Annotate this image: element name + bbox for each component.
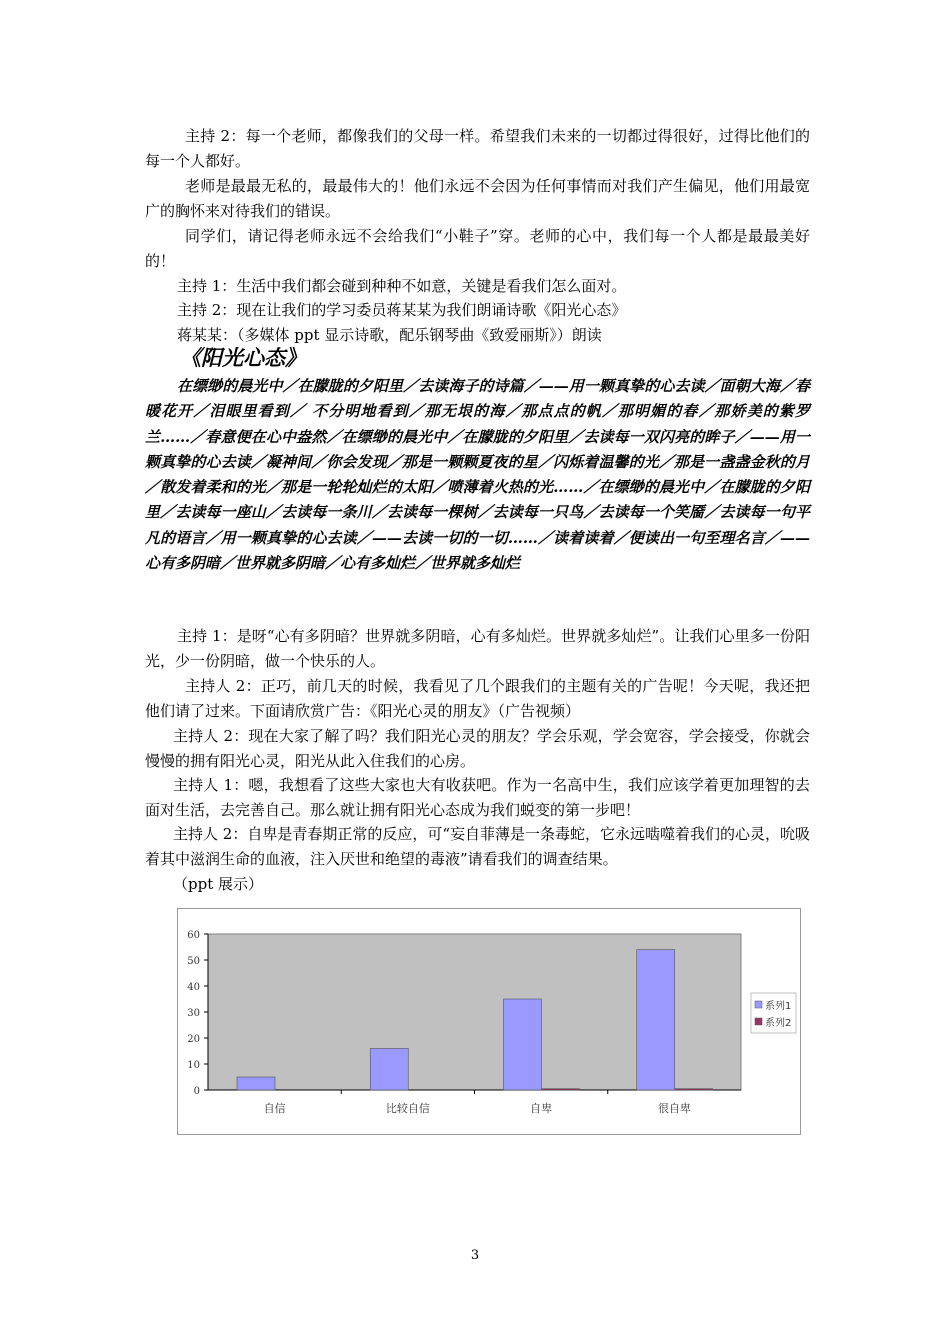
host2-intro-paragraph: 主持 2：现在让我们的学习委员蒋某某为我们朗诵诗歌《阳光心态》 — [177, 301, 627, 319]
survey-chart — [177, 908, 801, 1135]
y-tick-label: 0 — [193, 1086, 200, 1097]
y-tick-label: 10 — [187, 1060, 200, 1071]
bar-1 — [370, 1048, 408, 1090]
legend-swatch — [755, 1001, 762, 1008]
poem-body: 在缥缈的晨光中／在朦胧的夕阳里／去读海子的诗篇／——用一颗真挚的心去读／面朝大海／春暖花开／泪眼里看到／ 不分明地看到／那无垠的海／那点点的帆／那明媚的春／那娇美的紫罗兰……／春意便在心中盎然／在缥缈的晨光中／在朦胧的夕阳里／去读每一双闪亮的眸子／——用一颗真挚的心去读／凝神间／你会发现／那是一颗颗夏夜的星／闪烁着温馨的光／那是一盏盏金秋的月／散发着柔和的光／那是一轮轮灿烂的太阳／喷薄着火热的光……／在缥缈的晨光中／在朦胧的夕阳里／去读每一座山／去读每一条川／去读每一棵树／去读每一只鸟／去读每一个笑靥／去读每一句平凡的语言／用一颗真挚的心去读／——去读一切的一切……／读着读着／便读出一句至理名言／——心有多阴暗／世界就多阴暗／心有多灿烂／世界就多灿烂 — [145, 377, 810, 573]
ppt-note: （ppt 展示） — [173, 875, 264, 893]
poem-title: 《阳光心态》 — [180, 345, 306, 370]
host1-response-paragraph: 主持 1：是呀“心有多阴暗？世界就多阴暗，心有多灿烂。世界就多灿烂”。让我们心里多一份阳光，少一份阴暗，做一个快乐的人。 — [145, 627, 810, 670]
y-tick-label: 50 — [187, 956, 200, 967]
bar-1 — [237, 1077, 275, 1090]
x-category-label: 比较自信 — [385, 1102, 430, 1115]
host1-reflection-paragraph: 主持人 1：嗯，我想看了这些大家也大有收获吧。作为一名高中生，我们应该学着更加理智的去面对生活，去完善自己。那么就让拥有阳光心态成为我们蜕变的第一步吧！ — [145, 776, 810, 819]
legend-label: 系列1 — [765, 1001, 792, 1012]
host1-paragraph: 主持 1：生活中我们都会碰到种种不如意，关键是看我们怎么面对。 — [177, 277, 627, 295]
legend-swatch — [755, 1018, 762, 1025]
page-number: 3 — [470, 1248, 480, 1263]
legend-label: 系列2 — [765, 1018, 792, 1029]
host2-paragraph: 主持 2：每一个老师，都像我们的父母一样。希望我们未来的一切都过得很好，过得比他们的每一个人都好。 — [145, 127, 810, 170]
x-category-label: 自信 — [263, 1102, 286, 1115]
host2-friends-paragraph: 主持人 2：现在大家了解了吗？我们阳光心灵的朋友？学会乐观，学会宽容，学会接受，你就会慢慢的拥有阳光心灵，阳光从此入住我们的心房。 — [145, 727, 810, 770]
bar-2 — [542, 1089, 580, 1090]
bar-1 — [504, 999, 542, 1090]
y-tick-label: 60 — [187, 930, 200, 941]
host2-ad-paragraph: 主持人 2：正巧，前几天的时候，我看见了几个跟我们的主题有关的广告呢！今天呢，我还把他们请了过来。下面请欣赏广告：《阳光心灵的朋友》（广告视频） — [145, 677, 810, 720]
y-tick-label: 20 — [187, 1034, 200, 1045]
reader-paragraph: 蒋某某：（多媒体 ppt 显示诗歌，配乐钢琴曲《致爱丽斯》）朗读 — [177, 326, 602, 344]
teacher-paragraph: 老师是最最无私的，最最伟大的！他们永远不会因为任何事情而对我们产生偏见，他们用最宽广的胸怀来对待我们的错误。 — [145, 177, 810, 220]
bar-1 — [637, 950, 675, 1090]
x-category-label: 自卑 — [530, 1102, 553, 1115]
classmates-paragraph: 同学们，请记得老师永远不会给我们“小鞋子”穿。老师的心中，我们每一个人都是最最美好的！ — [145, 227, 810, 270]
x-category-label: 很自卑 — [657, 1102, 691, 1115]
y-tick-label: 30 — [187, 1008, 200, 1019]
y-tick-label: 40 — [187, 982, 200, 993]
bar-2 — [675, 1089, 713, 1090]
chart-canvas — [178, 909, 800, 1134]
host2-survey-paragraph: 主持人 2：自卑是青春期正常的反应，可“妄自菲薄是一条毒蛇，它永远啮噬着我们的心灵，吮吸着其中滋润生命的血液，注入厌世和绝望的毒液”请看我们的调查结果。 — [145, 825, 810, 868]
